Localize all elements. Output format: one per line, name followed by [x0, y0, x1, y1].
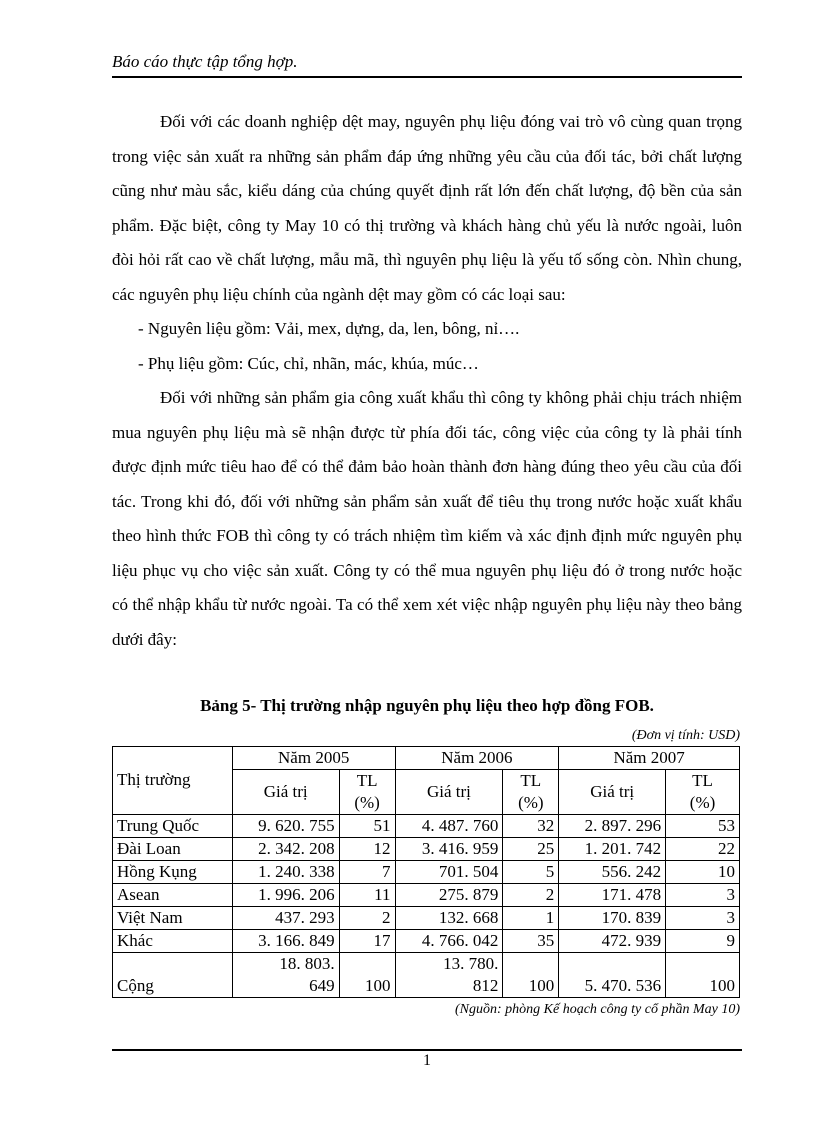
cell-value-2006: 3. 416. 959 [395, 838, 503, 861]
cell-total-percent-2005: 100 [339, 953, 395, 998]
footer-divider [112, 1049, 742, 1051]
cell-market: Việt Nam [113, 907, 233, 930]
paragraph-fob: Đối với những sản phẩm gia công xuất khẩu thì công ty không phải chịu trách nhiệm mua nguyên phụ liệu mà sẽ nhận được từ phía đối tác, công việc của công ty là phải tính được định mức tiêu hao để có thể đảm bảo hoàn thành đơn hàng đúng theo yêu cầu của đối tác. Trong khi đó, đối với những sản phẩm sản xuất để tiêu thụ trong nước hoặc xuất khẩu theo hình thức FOB thì công ty có trách nhiệm tìm kiếm và xác định định mức nguyên phụ liệu phục vụ cho việc sản xuất. Công ty có thể mua nguyên phụ liệu đó ở trong nước hoặc có thể nhập khẩu từ nước ngoài. Ta có thể xem xét việc nhập nguyên phụ liệu này theo bảng dưới đây: [112, 388, 742, 649]
column-header-year-2006: Năm 2006 [395, 747, 559, 770]
cell-value-2007: 171. 478 [559, 884, 666, 907]
cell-percent-2006: 35 [503, 930, 559, 953]
cell-value-2006: 4. 487. 760 [395, 815, 503, 838]
cell-percent-2007: 3 [666, 884, 740, 907]
cell-market: Hồng Kụng [113, 861, 233, 884]
cell-value-2007: 170. 839 [559, 907, 666, 930]
paragraph-intro: Đối với các doanh nghiệp dệt may, nguyên phụ liệu đóng vai trò vô cùng quan trọng trong việc sản xuất ra những sản phẩm đáp ứng những yêu cầu của đối tác, bởi chất lượng cũng như màu sắc, kiểu dáng của chúng quyết định rất lớn đến chất lượng, độ bền của sản phẩm. Đặc biệt, công ty May 10 có thị trường và khách hàng chủ yếu là nước ngoài, luôn đòi hỏi rất cao về chất lượng, mẫu mã, thì nguyên phụ liệu là yếu tố sống còn. Nhìn chung, các nguyên phụ liệu chính của ngành dệt may gồm có các loại sau: [112, 112, 742, 304]
cell-value-2006: 701. 504 [395, 861, 503, 884]
cell-percent-2006: 5 [503, 861, 559, 884]
cell-value-2005: 2. 342. 208 [232, 838, 339, 861]
cell-total-value-2007: 5. 470. 536 [559, 953, 666, 998]
table-row [113, 815, 740, 838]
cell-percent-2007: 53 [666, 815, 740, 838]
cell-total-percent-2006: 100 [503, 953, 559, 998]
cell-total-label: Cộng [113, 953, 233, 998]
cell-value-2007: 556. 242 [559, 861, 666, 884]
cell-total-percent-2007: 100 [666, 953, 740, 998]
cell-value-2005: 1. 996. 206 [232, 884, 339, 907]
bullet-raw-materials: - Nguyên liệu gồm: Vải, mex, dựng, da, len, bông, nỉ…. [138, 319, 520, 338]
cell-market: Đài Loan [113, 838, 233, 861]
column-header-percent: TL (%) [339, 770, 395, 815]
cell-percent-2007: 9 [666, 930, 740, 953]
body-text [112, 105, 742, 657]
cell-value-2005: 9. 620. 755 [232, 815, 339, 838]
page-number: 1 [423, 1052, 431, 1069]
column-header-value: Giá trị [395, 770, 503, 815]
cell-percent-2006: 2 [503, 884, 559, 907]
cell-total-value-2005: 18. 803. 649 [232, 953, 339, 998]
cell-percent-2005: 7 [339, 861, 395, 884]
cell-percent-2006: 1 [503, 907, 559, 930]
table-header-row-years [113, 747, 740, 770]
cell-market: Asean [113, 884, 233, 907]
cell-market: Khác [113, 930, 233, 953]
bullet-accessories: - Phụ liệu gồm: Cúc, chỉ, nhãn, mác, khúa, múc… [138, 353, 479, 373]
table-row [113, 930, 740, 953]
cell-percent-2007: 22 [666, 838, 740, 861]
column-header-value: Giá trị [559, 770, 666, 815]
cell-value-2007: 1. 201. 742 [559, 838, 666, 861]
cell-value-2006: 132. 668 [395, 907, 503, 930]
page-header-title: Báo cáo thực tập tổng hợp. [112, 52, 298, 71]
column-header-value: Giá trị [232, 770, 339, 815]
column-header-percent: TL (%) [666, 770, 740, 815]
table-row [113, 861, 740, 884]
column-header-year-2005: Năm 2005 [232, 747, 395, 770]
cell-percent-2007: 10 [666, 861, 740, 884]
cell-percent-2005: 17 [339, 930, 395, 953]
cell-total-value-2006: 13. 780. 812 [395, 953, 503, 998]
fob-import-table [112, 746, 740, 998]
cell-percent-2005: 2 [339, 907, 395, 930]
cell-market: Trung Quốc [113, 815, 233, 838]
table-unit-note: (Đơn vị tính: USD) [631, 728, 740, 743]
cell-value-2006: 275. 879 [395, 884, 503, 907]
cell-value-2007: 472. 939 [559, 930, 666, 953]
cell-percent-2006: 25 [503, 838, 559, 861]
cell-value-2005: 437. 293 [232, 907, 339, 930]
cell-percent-2007: 3 [666, 907, 740, 930]
table-row [113, 838, 740, 861]
cell-percent-2006: 32 [503, 815, 559, 838]
table-row [113, 907, 740, 930]
cell-value-2006: 4. 766. 042 [395, 930, 503, 953]
column-header-percent: TL (%) [503, 770, 559, 815]
cell-percent-2005: 11 [339, 884, 395, 907]
column-header-year-2007: Năm 2007 [559, 747, 740, 770]
cell-value-2005: 1. 240. 338 [232, 861, 339, 884]
cell-percent-2005: 12 [339, 838, 395, 861]
cell-value-2007: 2. 897. 296 [559, 815, 666, 838]
cell-percent-2005: 51 [339, 815, 395, 838]
table-source-note: (Nguồn: phòng Kế hoạch công ty cổ phần May 10) [455, 1002, 740, 1017]
table-total-row [113, 953, 740, 998]
table-row [113, 884, 740, 907]
header-divider [112, 76, 742, 78]
cell-value-2005: 3. 166. 849 [232, 930, 339, 953]
table-title: Bảng 5- Thị trường nhập nguyên phụ liệu theo hợp đồng FOB. [200, 696, 654, 715]
column-header-market: Thị trường [113, 747, 233, 815]
